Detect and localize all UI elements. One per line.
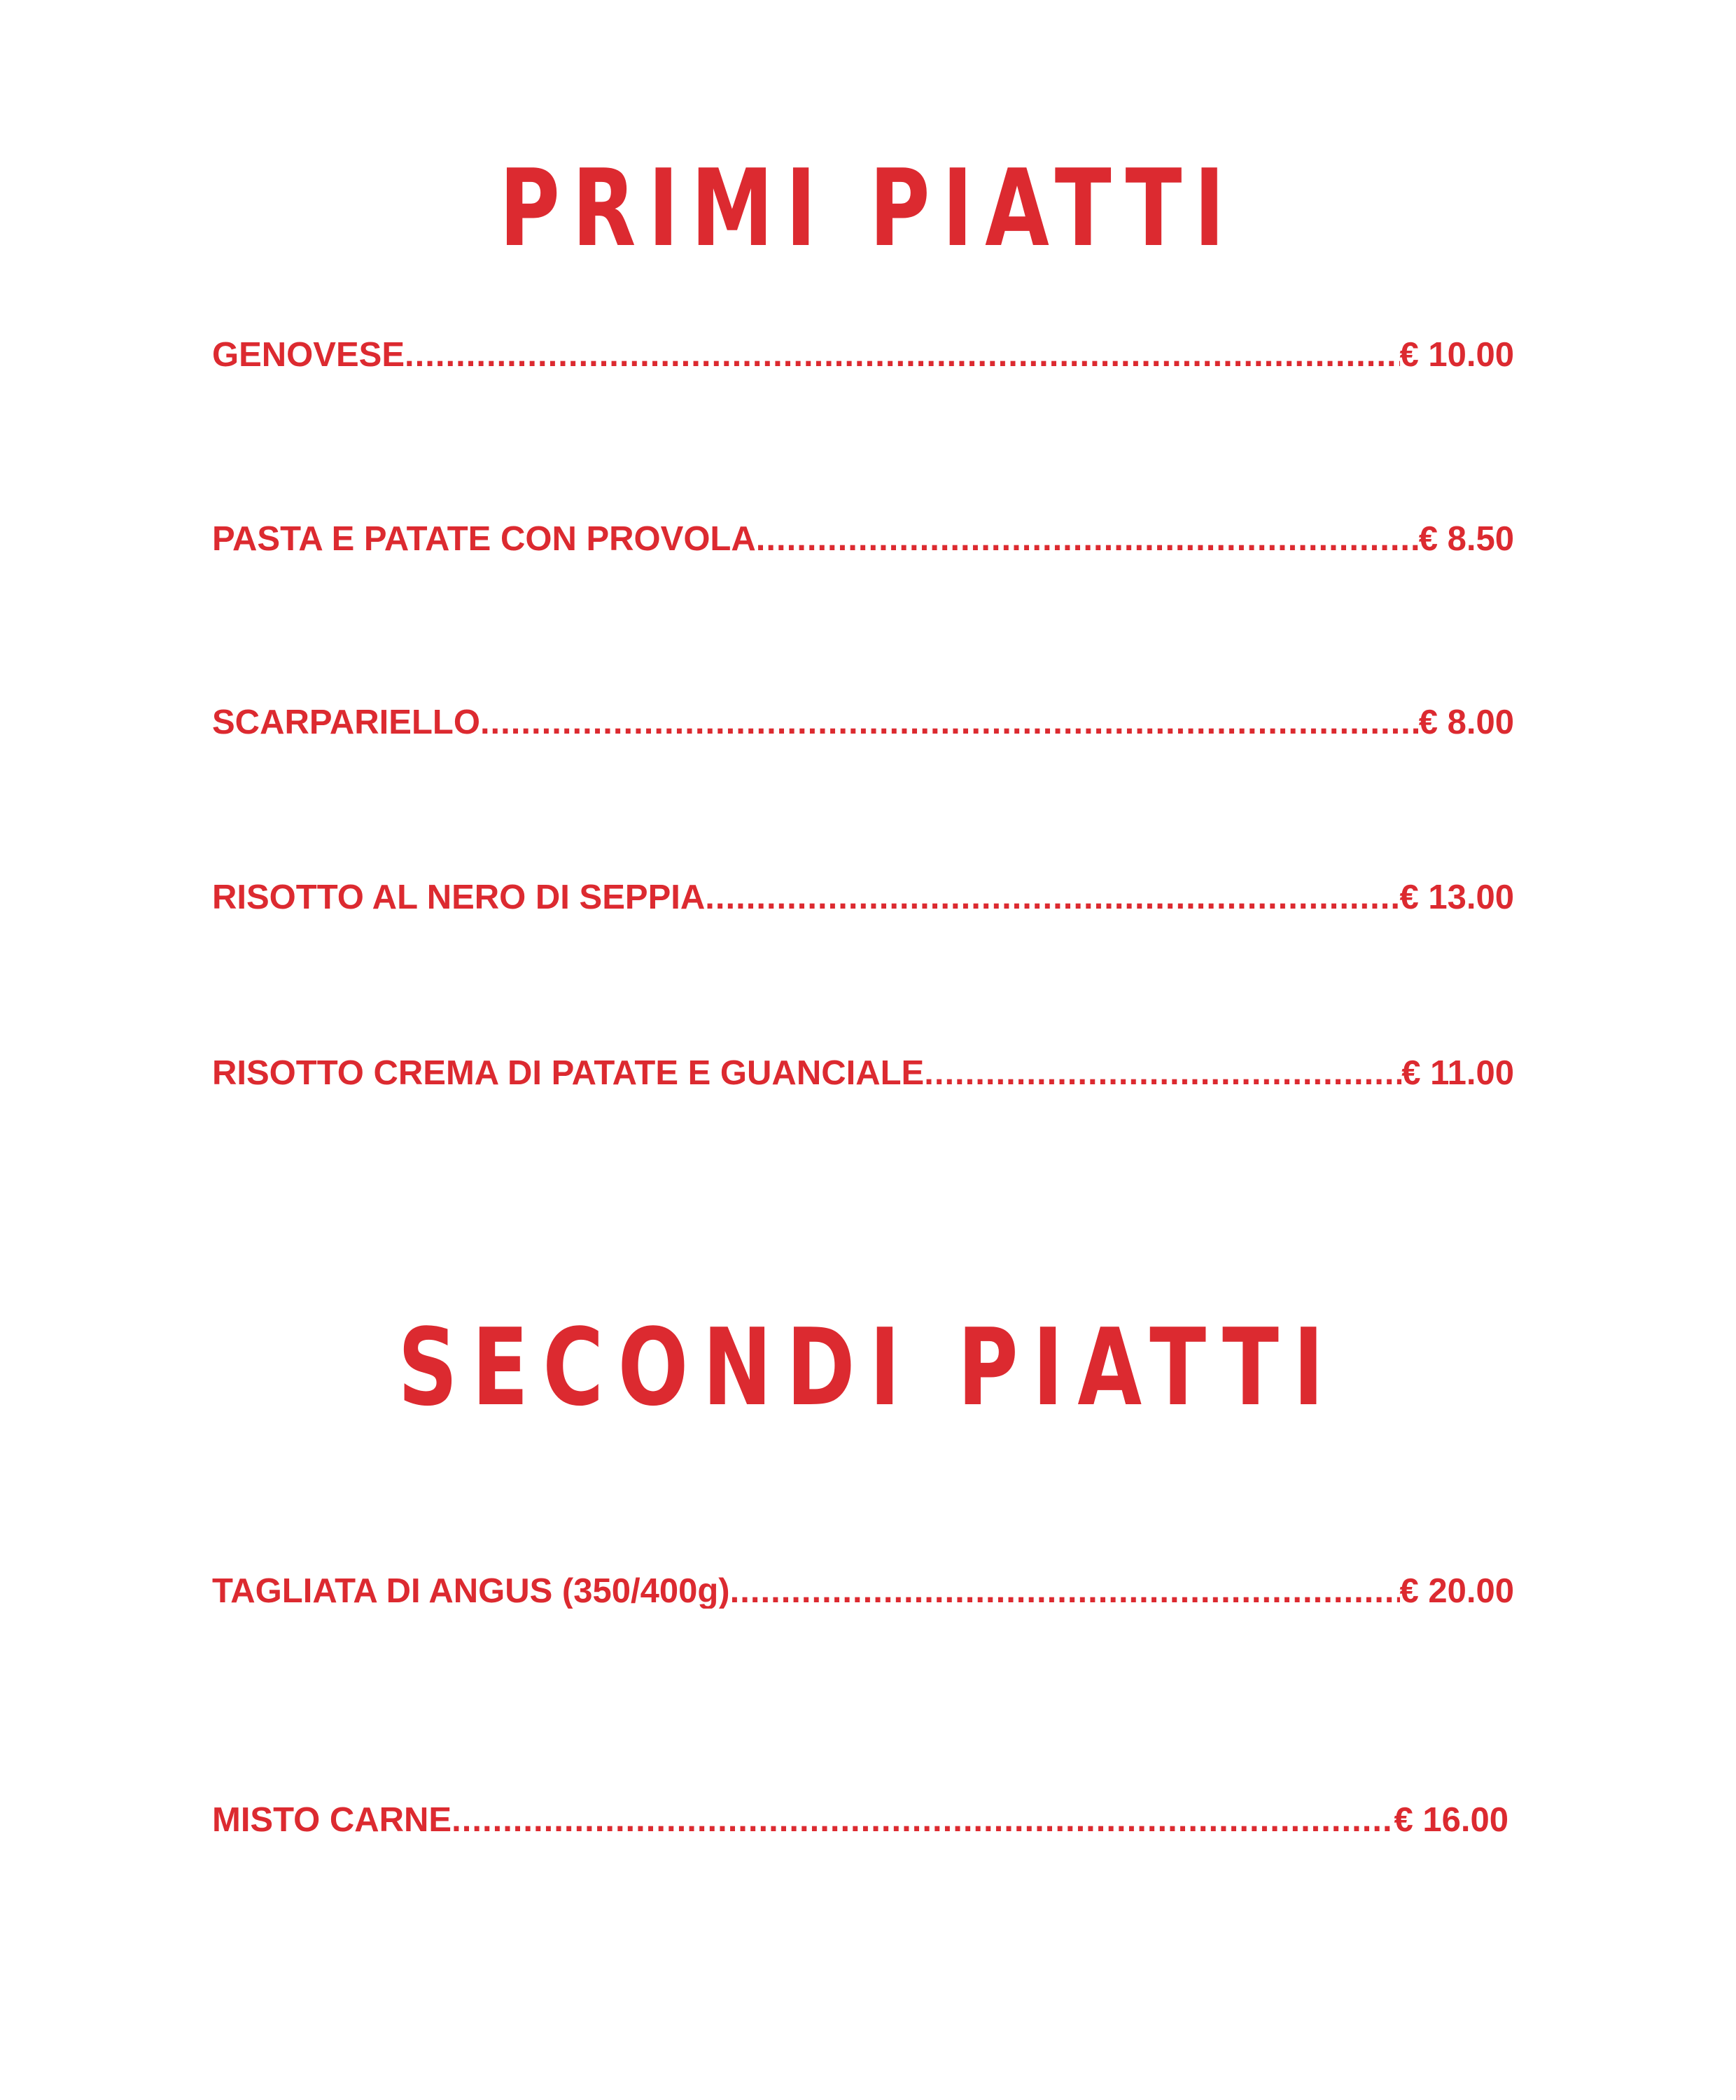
dot-leader [705, 881, 1399, 915]
dot-leader [756, 522, 1419, 556]
item-price: € 8.50 [1418, 520, 1514, 556]
menu-item-tagliata-angus [212, 1560, 1514, 1609]
item-price: € 20.00 [1399, 1572, 1514, 1609]
item-name: GENOVESE [212, 336, 405, 372]
menu-item-pasta-e-patate [212, 507, 1514, 556]
menu-item-scarpariello [212, 691, 1514, 740]
item-name: SCARPARIELLO [212, 704, 480, 740]
menu-item-risotto-nero [212, 866, 1514, 915]
dot-leader [924, 1056, 1401, 1091]
secondi-piatti-title: SECONDI PIATTI [398, 1306, 1338, 1429]
dot-leader [480, 706, 1419, 740]
dot-leader [451, 1803, 1394, 1837]
menu-item-genovese [212, 323, 1514, 372]
item-name: PASTA E PATATE CON PROVOLA [212, 520, 756, 556]
item-price: € 13.00 [1399, 878, 1514, 915]
item-price: € 10.00 [1399, 336, 1514, 372]
item-price: € 11.00 [1401, 1054, 1514, 1091]
item-price: € 16.00 [1394, 1801, 1508, 1837]
dot-leader [405, 338, 1399, 372]
item-name: MISTO CARNE [212, 1801, 452, 1837]
menu-item-risotto-patate-guanciale [212, 1042, 1514, 1091]
primi-piatti-title: PRIMI PIATTI [499, 146, 1237, 270]
menu-item-misto-carne [212, 1788, 1508, 1837]
item-name: RISOTTO CREMA DI PATATE E GUANCIALE [212, 1054, 925, 1091]
item-name: TAGLIATA DI ANGUS (350/400g) [212, 1572, 730, 1609]
dot-leader [730, 1574, 1400, 1609]
item-price: € 8.00 [1418, 704, 1514, 740]
item-name: RISOTTO AL NERO DI SEPPIA [212, 878, 706, 915]
